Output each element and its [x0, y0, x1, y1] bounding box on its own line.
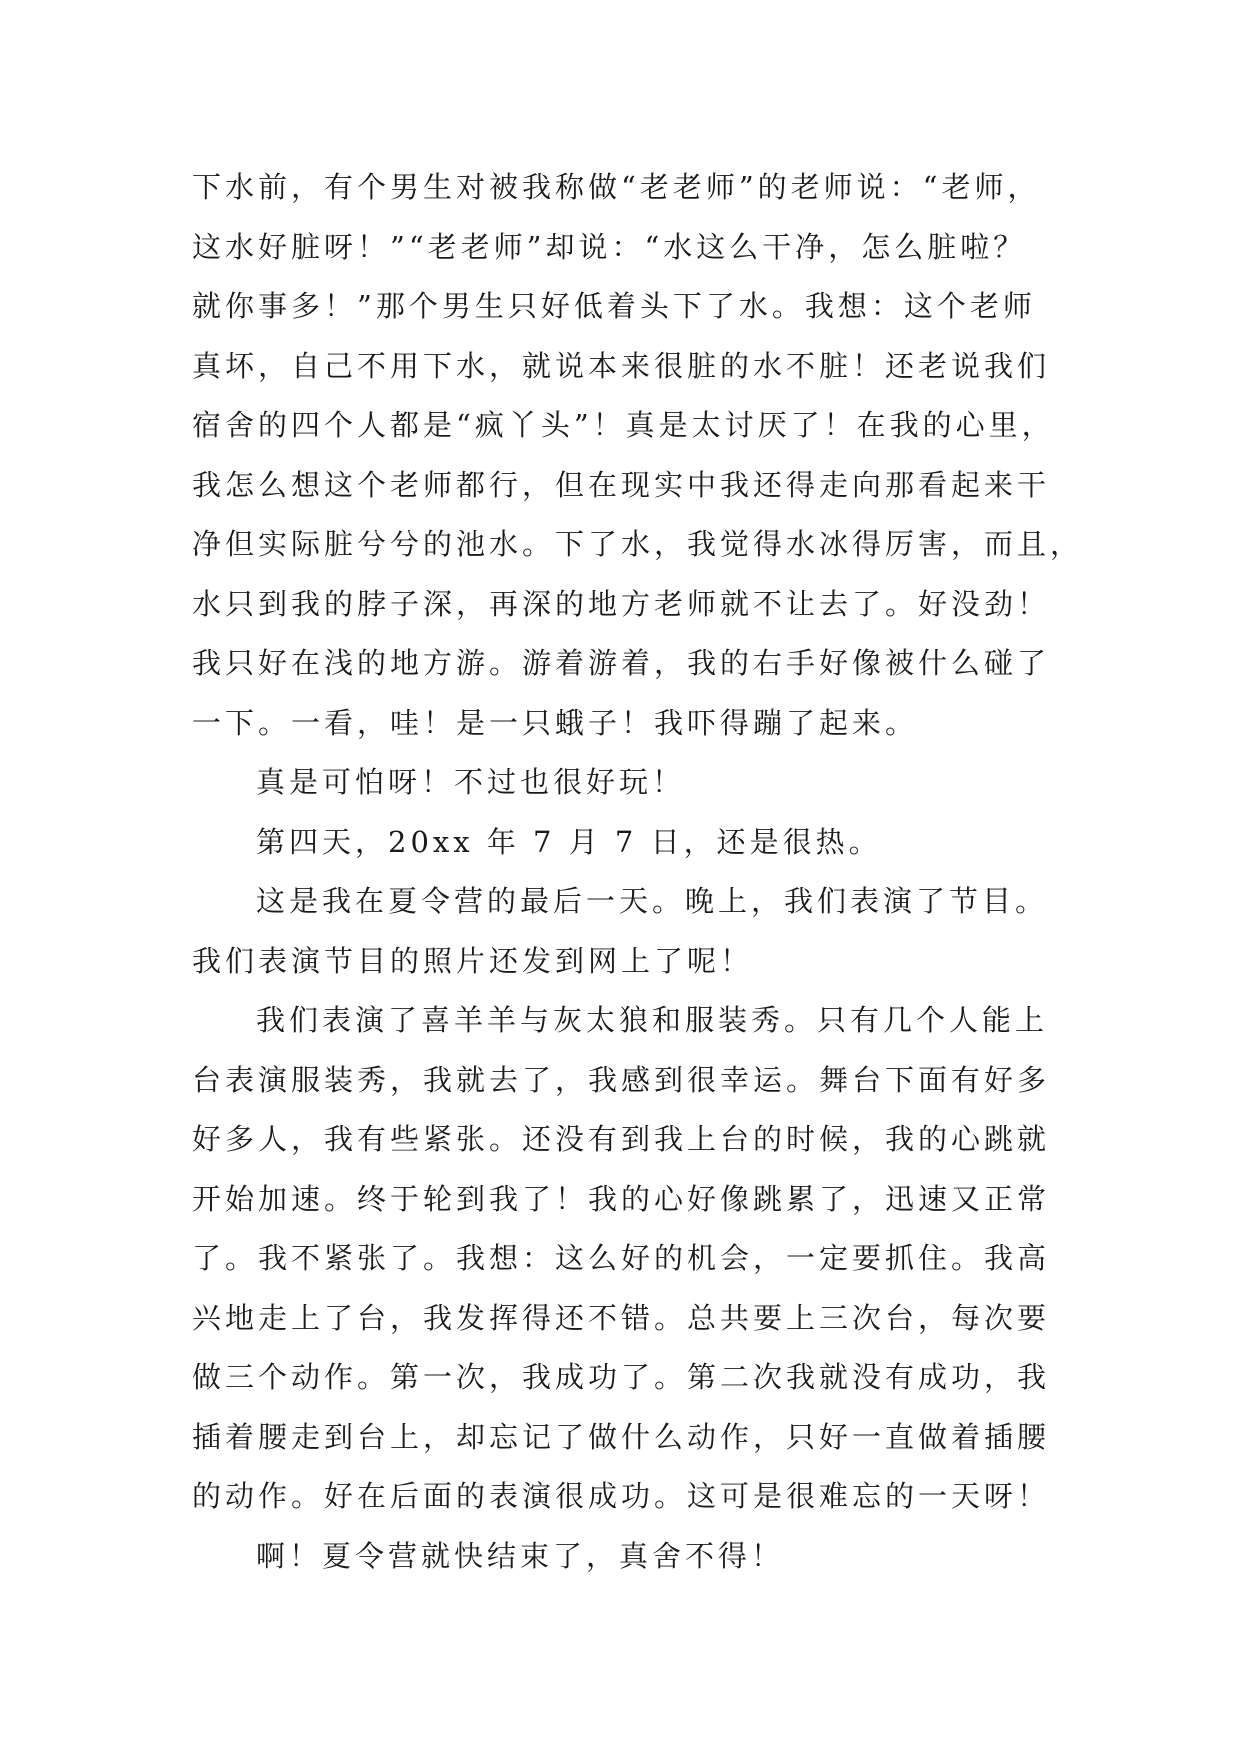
text-line: 下水前，有个男生对被我称做“老老师”的老师说：“老师，: [192, 170, 1041, 204]
text-line: 兴地走上了台，我发挥得还不错。总共要上三次台，每次要: [192, 1300, 1051, 1335]
paragraph-line: 我们表演了喜羊羊与灰太狼和服装秀。只有几个人能上: [256, 1003, 1049, 1037]
text-line: 插着腰走到台上，却忘记了做什么动作，只好一直做着插腰: [192, 1419, 1051, 1454]
text-line: 我只好在浅的地方游。游着游着，我的右手好像被什么碰了: [192, 646, 1051, 680]
text-line: 净但实际脏兮兮的池水。下了水，我觉得水冰得厉害，而且，: [192, 527, 1084, 561]
paragraph-line: 第四天，20xx 年 7 月 7 日，还是很热。: [256, 824, 882, 859]
text-line: 开始加速。终于轮到我了！我的心好像跳累了，迅速又正常: [192, 1181, 1051, 1216]
text-line: 水只到我的脖子深，再深的地方老师就不让去了。好没劲！: [192, 586, 1051, 621]
text-line: 就你事多！”那个男生只好低着头下了水。我想：这个老师: [192, 289, 1036, 323]
text-line: 做三个动作。第一次，我成功了。第二次我就没有成功，我: [192, 1360, 1051, 1394]
text-line: 这水好脏呀！”“老老师”却说：“水这么干净，怎么脏啦？: [192, 229, 1027, 264]
text-line: 一下。一看，哇！是一只蛾子！我吓得蹦了起来。: [192, 705, 919, 740]
paragraph-line: 这是我在夏令营的最后一天。晚上，我们表演了节目。: [256, 884, 1049, 918]
text-line: 了。我不紧张了。我想：这么好的机会，一定要抓住。我高: [192, 1241, 1051, 1275]
body-text: [192, 158, 1092, 1586]
text-line: 我们表演节目的照片还发到网上了呢！: [192, 943, 754, 978]
text-line: 真坏，自己不用下水，就说本来很脏的水不脏！还老说我们: [192, 348, 1051, 383]
text-line: 好多人，我有些紧张。还没有到我上台的时候，我的心跳就: [192, 1122, 1051, 1156]
text-line: 的动作。好在后面的表演很成功。这可是很难忘的一天呀！: [192, 1479, 1051, 1513]
text-line: 台表演服装秀，我就去了，我感到很幸运。舞台下面有好多: [192, 1062, 1051, 1097]
text-line: 宿舍的四个人都是“疯丫头”！真是太讨厌了！在我的心里，: [192, 408, 1055, 442]
paragraph-line: 真是可怕呀！不过也很好玩！: [256, 765, 686, 799]
text-line: 我怎么想这个老师都行，但在现实中我还得走向那看起来干: [192, 467, 1051, 502]
paragraph-line: 啊！夏令营就快结束了，真舍不得！: [256, 1538, 785, 1573]
